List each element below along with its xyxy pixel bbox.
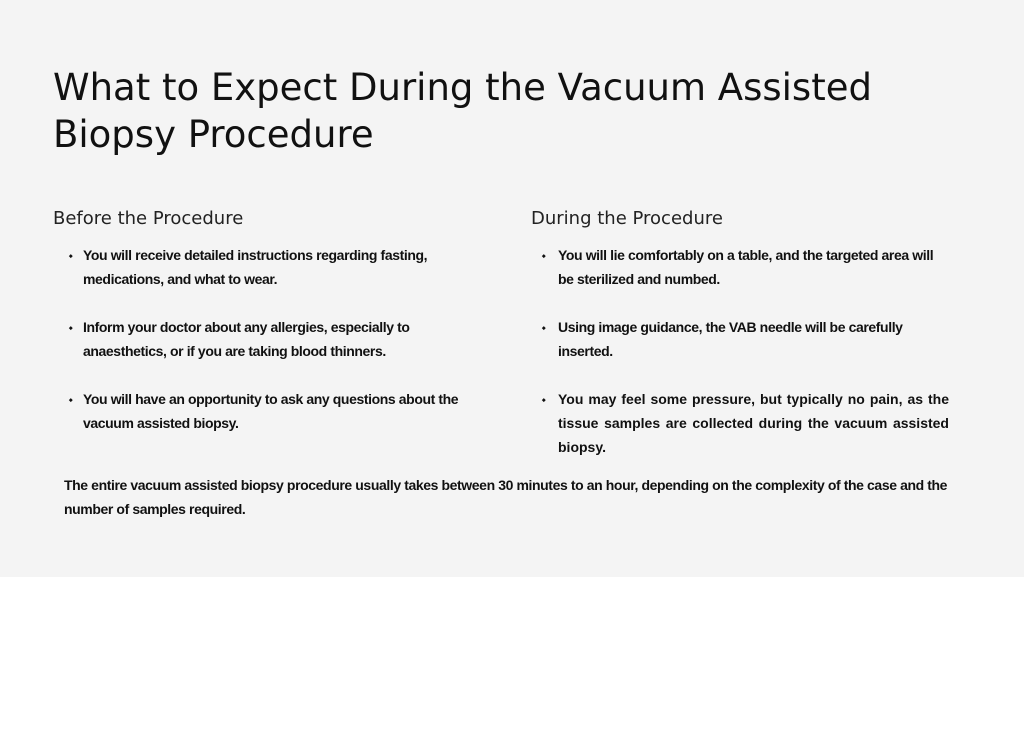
before-procedure-section bbox=[53, 205, 473, 459]
list-item bbox=[53, 243, 473, 291]
during-procedure-section bbox=[531, 205, 949, 483]
bullet-icon: ⬩ bbox=[69, 323, 73, 334]
bullet-icon: ⬩ bbox=[69, 395, 73, 406]
list-item-text: You will have an opportunity to ask any questions about the vacuum assisted biopsy. bbox=[83, 391, 459, 431]
list-item bbox=[531, 387, 949, 459]
before-procedure-list bbox=[53, 243, 473, 435]
list-item-text: You may feel some pressure, but typically no pain, as the tissue samples are collected during the vacuum assisted biopsy. bbox=[558, 391, 949, 455]
list-item-text: Inform your doctor about any allergies, especially to anaesthetics, or if you are taking blood thinners. bbox=[83, 319, 410, 359]
list-item-text: You will receive detailed instructions regarding fasting, medications, and what to wear. bbox=[83, 247, 428, 287]
list-item bbox=[53, 387, 473, 435]
bullet-icon: ⬩ bbox=[542, 251, 546, 262]
before-procedure-heading: Before the Procedure bbox=[53, 208, 244, 229]
list-item-text: Using image guidance, the VAB needle will be carefully inserted. bbox=[558, 319, 903, 359]
list-item bbox=[531, 243, 949, 291]
bullet-icon: ⬩ bbox=[542, 323, 546, 334]
bullet-icon: ⬩ bbox=[69, 251, 73, 262]
during-procedure-heading: During the Procedure bbox=[531, 208, 723, 229]
during-procedure-list bbox=[531, 243, 949, 459]
list-item bbox=[53, 315, 473, 363]
list-item-text: You will lie comfortably on a table, and the targeted area will be sterilized and numbed. bbox=[558, 247, 934, 287]
list-item bbox=[531, 315, 949, 363]
page-title: What to Expect During the Vacuum Assisted Biopsy Procedure bbox=[53, 66, 872, 156]
bullet-icon: ⬩ bbox=[542, 395, 546, 406]
summary-text: The entire vacuum assisted biopsy procedure usually takes between 30 minutes to an hour, depending on the complexity of the case and the number of samples required. bbox=[64, 477, 948, 517]
